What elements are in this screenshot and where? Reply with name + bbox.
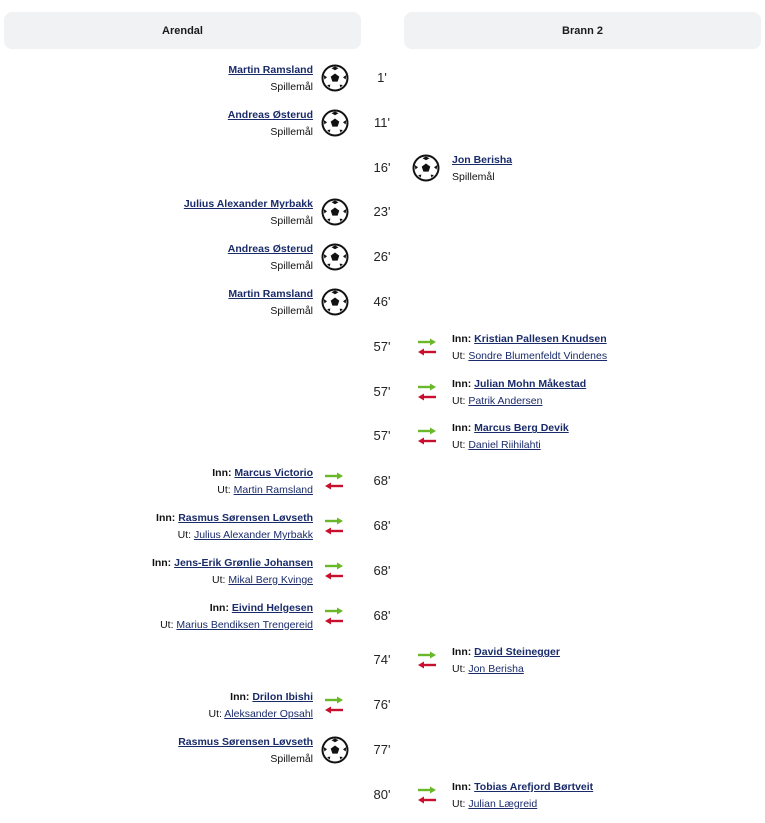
player-out-link[interactable]: Julian Lægreid bbox=[468, 797, 538, 810]
substitution-arrows-icon bbox=[323, 470, 345, 492]
sub-in-prefix: Inn: bbox=[151, 556, 172, 569]
player-out-link[interactable]: Sondre Blumenfeldt Vindenes bbox=[468, 349, 608, 362]
event-details bbox=[452, 779, 593, 813]
event-minute: 16' bbox=[373, 159, 391, 175]
sub-in-prefix: Inn: bbox=[452, 377, 472, 390]
event-minute: 68' bbox=[373, 518, 391, 533]
sub-out-prefix: Ut: bbox=[452, 663, 466, 676]
player-out-link[interactable]: Mikal Berg Kvinge bbox=[228, 573, 313, 586]
goal-type: Spillemål bbox=[270, 260, 313, 273]
goal-type: Spillemål bbox=[270, 753, 313, 765]
scorer-link[interactable]: Martin Ramsland bbox=[228, 64, 313, 76]
player-out-link[interactable]: Marius Bendiksen Trengereid bbox=[176, 618, 313, 631]
event-details bbox=[178, 734, 313, 768]
event-details bbox=[452, 331, 607, 365]
player-out-link[interactable]: Jon Berisha bbox=[468, 663, 524, 676]
event-row bbox=[0, 196, 765, 240]
player-in-link[interactable]: David Steinegger bbox=[474, 646, 560, 659]
event-row bbox=[0, 779, 765, 823]
away-team-name: Brann 2 bbox=[562, 24, 603, 37]
event-details bbox=[228, 286, 313, 320]
home-event bbox=[31, 62, 361, 106]
event-details bbox=[152, 555, 313, 589]
event-row bbox=[0, 420, 765, 464]
goal-ball-icon bbox=[321, 64, 349, 92]
scorer-link[interactable]: Rasmus Sørensen Løvseth bbox=[178, 736, 313, 748]
scorer-link[interactable]: Julius Alexander Myrbakk bbox=[183, 198, 313, 211]
home-event bbox=[31, 600, 361, 644]
home-event bbox=[31, 196, 361, 240]
sub-out-prefix: Ut: bbox=[452, 797, 466, 810]
player-in-link[interactable]: Julian Mohn Måkestad bbox=[474, 377, 587, 390]
event-row bbox=[0, 107, 765, 151]
scorer-link[interactable]: Martin Ramsland bbox=[228, 288, 313, 300]
event-row bbox=[0, 555, 765, 599]
player-out-link[interactable]: Aleksander Opsahl bbox=[224, 708, 313, 721]
player-in-link[interactable]: Marcus Berg Devik bbox=[474, 422, 569, 435]
substitution-arrows-icon bbox=[323, 694, 345, 716]
player-out-link[interactable]: Julius Alexander Myrbakk bbox=[193, 529, 313, 541]
scorer-link[interactable]: Andreas Østerud bbox=[227, 108, 313, 121]
goal-ball-icon bbox=[321, 109, 349, 137]
goal-type: Spillemål bbox=[270, 125, 313, 138]
event-details bbox=[212, 465, 313, 499]
away-event bbox=[412, 644, 742, 688]
sub-in-prefix: Inn: bbox=[209, 601, 229, 614]
home-event bbox=[31, 465, 361, 509]
substitution-arrows-icon bbox=[416, 784, 438, 806]
event-row bbox=[0, 152, 765, 196]
event-details bbox=[452, 376, 586, 410]
event-row bbox=[0, 689, 765, 733]
home-event bbox=[31, 510, 361, 554]
sub-in-prefix: Inn: bbox=[156, 512, 176, 524]
sub-out-prefix: Ut: bbox=[212, 573, 226, 586]
event-row bbox=[0, 510, 765, 554]
player-out-link[interactable]: Daniel Riihilahti bbox=[468, 439, 541, 452]
sub-in-prefix: Inn: bbox=[452, 780, 472, 793]
player-in-link[interactable]: Tobias Arefjord Børtveit bbox=[474, 780, 594, 793]
substitution-arrows-icon bbox=[416, 336, 438, 358]
sub-out-prefix: Ut: bbox=[177, 529, 192, 541]
sub-out-prefix: Ut: bbox=[452, 349, 466, 362]
event-minute: 68' bbox=[373, 562, 391, 578]
event-row bbox=[0, 331, 765, 375]
event-minute: 80' bbox=[373, 786, 391, 802]
substitution-arrows-icon bbox=[416, 425, 438, 447]
goal-ball-icon bbox=[412, 154, 440, 182]
away-team-header bbox=[404, 12, 761, 49]
sub-in-prefix: Inn: bbox=[452, 646, 472, 659]
player-in-link[interactable]: Rasmus Sørensen Løvseth bbox=[178, 512, 313, 524]
event-minute: 11' bbox=[374, 114, 390, 130]
event-minute: 46' bbox=[373, 294, 391, 309]
event-details bbox=[228, 241, 313, 275]
goal-ball-icon bbox=[321, 243, 349, 271]
home-team-name: Arendal bbox=[162, 24, 203, 37]
event-minute: 26' bbox=[373, 249, 391, 265]
home-team-header bbox=[4, 12, 361, 49]
substitution-arrows-icon bbox=[323, 560, 345, 582]
sub-out-prefix: Ut: bbox=[208, 708, 222, 721]
event-minute: 57' bbox=[373, 383, 391, 399]
event-row bbox=[0, 600, 765, 644]
substitution-arrows-icon bbox=[323, 605, 345, 627]
event-details bbox=[452, 152, 512, 186]
event-minute: 74' bbox=[373, 652, 391, 668]
event-minute: 57' bbox=[373, 338, 391, 354]
event-details bbox=[452, 420, 569, 454]
event-minute: 76' bbox=[373, 697, 391, 713]
player-out-link[interactable]: Patrik Andersen bbox=[468, 394, 543, 407]
event-details bbox=[228, 62, 313, 96]
goal-ball-icon bbox=[321, 288, 349, 316]
sub-out-prefix: Ut: bbox=[452, 394, 466, 407]
event-row bbox=[0, 734, 765, 778]
player-in-link[interactable]: Kristian Pallesen Knudsen bbox=[474, 332, 607, 345]
sub-out-prefix: Ut: bbox=[160, 618, 174, 631]
event-row bbox=[0, 286, 765, 330]
home-event bbox=[31, 689, 361, 733]
scorer-link[interactable]: Jon Berisha bbox=[452, 153, 513, 166]
event-details bbox=[156, 510, 313, 544]
goal-type: Spillemål bbox=[270, 305, 313, 317]
player-in-link[interactable]: Drilon Ibishi bbox=[252, 691, 313, 704]
player-in-link[interactable]: Eivind Helgesen bbox=[231, 601, 313, 614]
home-event bbox=[31, 555, 361, 599]
home-event bbox=[31, 734, 361, 778]
event-row bbox=[0, 62, 765, 106]
sub-in-prefix: Inn: bbox=[452, 422, 472, 435]
goal-type: Spillemål bbox=[270, 215, 313, 228]
scorer-link[interactable]: Andreas Østerud bbox=[227, 243, 313, 256]
substitution-arrows-icon bbox=[416, 381, 438, 403]
substitution-arrows-icon bbox=[416, 649, 438, 671]
away-event bbox=[412, 779, 742, 823]
event-minute: 23' bbox=[373, 204, 391, 220]
sub-in-prefix: Inn: bbox=[212, 467, 232, 480]
away-event bbox=[412, 376, 742, 420]
home-event bbox=[31, 241, 361, 285]
goal-type: Spillemål bbox=[452, 170, 495, 183]
event-minute: 57' bbox=[373, 428, 391, 444]
sub-out-prefix: Ut: bbox=[452, 439, 466, 452]
event-row bbox=[0, 241, 765, 285]
home-event bbox=[31, 286, 361, 330]
event-row bbox=[0, 376, 765, 420]
sub-in-prefix: Inn: bbox=[452, 332, 472, 345]
event-minute: 68' bbox=[373, 607, 391, 623]
home-event bbox=[31, 107, 361, 151]
away-event bbox=[412, 331, 742, 375]
event-row bbox=[0, 465, 765, 509]
player-out-link[interactable]: Martin Ramsland bbox=[233, 484, 313, 497]
substitution-arrows-icon bbox=[323, 515, 345, 537]
event-details bbox=[184, 196, 313, 230]
event-details bbox=[160, 600, 313, 634]
player-in-link[interactable]: Jens-Erik Grønlie Johansen bbox=[174, 556, 313, 569]
event-details bbox=[228, 107, 313, 141]
event-minute: 77' bbox=[373, 742, 391, 757]
event-minute: 68' bbox=[373, 473, 391, 489]
event-row bbox=[0, 644, 765, 688]
goal-ball-icon bbox=[321, 736, 349, 764]
away-event bbox=[412, 152, 742, 196]
event-details bbox=[209, 689, 313, 723]
sub-out-prefix: Ut: bbox=[217, 484, 231, 497]
event-details bbox=[452, 644, 560, 678]
player-in-link[interactable]: Marcus Victorio bbox=[234, 467, 313, 480]
goal-type: Spillemål bbox=[270, 81, 313, 93]
sub-in-prefix: Inn: bbox=[230, 691, 250, 704]
event-minute: 1' bbox=[377, 70, 387, 85]
goal-ball-icon bbox=[321, 198, 349, 226]
away-event bbox=[412, 420, 742, 464]
